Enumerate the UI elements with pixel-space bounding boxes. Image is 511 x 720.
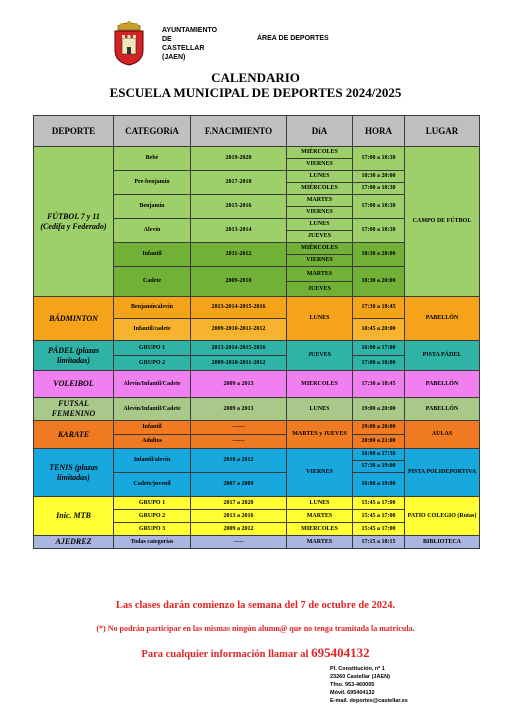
page-subtitle: ESCUELA MUNICIPAL DE DEPORTES 2024/2025 bbox=[109, 85, 402, 100]
hour-cell: 17:30 a 18:45 bbox=[353, 371, 405, 398]
birth-years-cell: 2019-2020 bbox=[191, 147, 287, 171]
place-cell: PABELLÓN bbox=[405, 398, 480, 421]
table-row bbox=[34, 421, 480, 435]
sport-karate: KARATE bbox=[34, 421, 114, 449]
table-row bbox=[34, 147, 480, 159]
category-cell: Cadete/juvenil bbox=[114, 473, 191, 497]
category-cell: GRUPO 2 bbox=[114, 510, 191, 523]
birth-years-cell: ------ bbox=[191, 435, 287, 449]
sport-mtb: Inic. MTB bbox=[34, 497, 114, 536]
category-cell: Infantil/alevín bbox=[114, 449, 191, 473]
category-cell: Alevín bbox=[114, 219, 191, 243]
birth-years-cell: 2015-2016 bbox=[191, 195, 287, 219]
header-dia: DíA bbox=[287, 116, 353, 147]
place-cell: CAMPO DE FÚTBOL bbox=[405, 147, 480, 297]
birth-years-cell: 2013 a 2016 bbox=[191, 510, 287, 523]
birth-years-cell: 2013-2014-2015-2016 bbox=[191, 297, 287, 319]
hour-cell: 16:00 a 17:30 bbox=[353, 449, 405, 461]
category-cell: Benjamín/alevín bbox=[114, 297, 191, 319]
info-phone-line bbox=[0, 645, 511, 661]
day-cell: MARTES bbox=[287, 510, 353, 523]
birth-years-cell: 2009-2010 bbox=[191, 267, 287, 297]
category-cell: GRUPO 2 bbox=[114, 356, 191, 371]
schedule-table bbox=[33, 115, 480, 549]
day-cell: VIERNES bbox=[287, 449, 353, 497]
table-row bbox=[34, 341, 480, 356]
birth-years-cell: 2009 a 2013 bbox=[191, 398, 287, 421]
hour-cell: 18:30 a 20:00 bbox=[353, 243, 405, 267]
category-cell: GRUPO 1 bbox=[114, 497, 191, 510]
day-cell: MARTES bbox=[287, 267, 353, 282]
sport-padel: PÁDEL (plazas limitadas) bbox=[34, 341, 114, 371]
info-prefix: Para cualquier información llamar al bbox=[141, 649, 312, 660]
hour-cell: 16:00 a 19:00 bbox=[353, 473, 405, 497]
category-cell: Infantil/cadete bbox=[114, 319, 191, 341]
sport-futbol: FÚTBOL 7 y 11 (Cedifa y Federado) bbox=[34, 147, 114, 297]
category-cell: Infantil bbox=[114, 243, 191, 267]
table-row bbox=[34, 449, 480, 461]
contact-phone: Tfno. 953-460005 bbox=[330, 682, 375, 688]
header-categoria: CATEGORíA bbox=[114, 116, 191, 147]
hour-cell: 17:00 a 18:30 bbox=[353, 147, 405, 171]
category-cell: Bebé bbox=[114, 147, 191, 171]
contact-mobile: Móvil. 695404132 bbox=[330, 690, 375, 696]
hour-cell: 17:30 a 19:00 bbox=[353, 461, 405, 473]
header-deporte: DEPORTE bbox=[34, 116, 114, 147]
place-cell: PABELLÓN bbox=[405, 371, 480, 398]
day-cell: LUNES bbox=[287, 171, 353, 183]
category-cell: Alevín/Infantil/Cadete bbox=[114, 398, 191, 421]
org-line: CASTELLAR bbox=[162, 45, 205, 52]
department-name: ÁREA DE DEPORTES bbox=[257, 35, 329, 42]
birth-years-cell: 2013-2014 bbox=[191, 219, 287, 243]
day-cell: JUEVES bbox=[287, 341, 353, 371]
sport-voleibol: VOLEIBOL bbox=[34, 371, 114, 398]
hour-cell: 19:00 a 20:00 bbox=[353, 398, 405, 421]
birth-years-cell: 2009 a 2012 bbox=[191, 523, 287, 536]
enrollment-note: (*) No podrán participar en las mismas ningún alumn@ que no tenga tramitada la matricula. bbox=[96, 624, 415, 633]
hour-cell: 17:00 a 18:30 bbox=[353, 195, 405, 219]
birth-years-cell: 2017 a 2020 bbox=[191, 497, 287, 510]
org-line: DE bbox=[162, 36, 172, 43]
hour-cell: 17:00 a 18:30 bbox=[353, 219, 405, 243]
day-cell: MIÉRCOLES bbox=[287, 147, 353, 159]
birth-years-cell: 2007 a 2009 bbox=[191, 473, 287, 497]
place-cell: BIBLIOTECA bbox=[405, 536, 480, 549]
header-hora: HORA bbox=[353, 116, 405, 147]
day-cell: MARTES y JUEVES bbox=[287, 421, 353, 449]
day-cell: JUEVES bbox=[287, 231, 353, 243]
header-fnacimiento: F.NACIMIENTO bbox=[191, 116, 287, 147]
category-cell: GRUPO 3 bbox=[114, 523, 191, 536]
table-row bbox=[34, 398, 480, 421]
day-cell: MIERCOLES bbox=[287, 371, 353, 398]
day-cell: JUEVES bbox=[287, 282, 353, 297]
place-cell: PISTA PÁDEL bbox=[405, 341, 480, 371]
day-cell: LUNES bbox=[287, 398, 353, 421]
org-line: AYUNTAMIENTO bbox=[162, 27, 218, 34]
contact-city: 23260 Castellar (JAEN) bbox=[330, 674, 390, 680]
place-cell: PATIO COLEGIO (Rutas) bbox=[405, 497, 480, 536]
hour-cell: 15:45 a 17:00 bbox=[353, 497, 405, 510]
table-row bbox=[34, 497, 480, 510]
org-line: (JAEN) bbox=[162, 54, 186, 61]
contact-address: Pl. Constitución, nº 1 bbox=[330, 666, 385, 672]
contact-block bbox=[330, 665, 408, 705]
hour-cell: 18:30 a 20:00 bbox=[353, 267, 405, 297]
hour-cell: 17:15 a 18:15 bbox=[353, 536, 405, 549]
day-cell: LUNES bbox=[287, 297, 353, 341]
hour-cell: 15:45 a 17:00 bbox=[353, 510, 405, 523]
start-date-notice: Las clases darán comienzo la semana del 7 de octubre de 2024. bbox=[115, 600, 396, 611]
day-cell: VIERNES bbox=[287, 207, 353, 219]
category-cell: Todas categorías bbox=[114, 536, 191, 549]
hour-cell: 17:00 a 18:00 bbox=[353, 356, 405, 371]
day-cell: LUNES bbox=[287, 219, 353, 231]
hour-cell: 20:00 a 21:00 bbox=[353, 435, 405, 449]
table-header-row bbox=[34, 116, 480, 147]
category-cell: Benjamín bbox=[114, 195, 191, 219]
day-cell: MARTES bbox=[287, 195, 353, 207]
sport-futsal: FUTSAL FEMENINO bbox=[34, 398, 114, 421]
contact-email: E-mail. deportes@castellar.es bbox=[330, 698, 408, 704]
sport-ajedrez: AJEDREZ bbox=[34, 536, 114, 549]
hour-cell: 17:00 a 18:30 bbox=[353, 183, 405, 195]
hour-cell: 18:45 a 20:00 bbox=[353, 319, 405, 341]
table-row bbox=[34, 371, 480, 398]
birth-years-cell: ------ bbox=[191, 421, 287, 435]
category-cell: Infantil bbox=[114, 421, 191, 435]
category-cell: Adultos bbox=[114, 435, 191, 449]
day-cell: MIERCOLES bbox=[287, 523, 353, 536]
day-cell: VIERNES bbox=[287, 159, 353, 171]
day-cell: VIERNES bbox=[287, 255, 353, 267]
place-cell: AULAS bbox=[405, 421, 480, 449]
category-cell: Alevín/Infantil/Cadete bbox=[114, 371, 191, 398]
hour-cell: 18:30 a 20:00 bbox=[353, 171, 405, 183]
hour-cell: 17:30 a 18:45 bbox=[353, 297, 405, 319]
day-cell: LUNES bbox=[287, 497, 353, 510]
category-cell: Pre-benjamín bbox=[114, 171, 191, 195]
coat-of-arms-logo bbox=[112, 20, 146, 66]
birth-years-cell: 2010 a 2012 bbox=[191, 449, 287, 473]
birth-years-cell: 2009 a 2013 bbox=[191, 371, 287, 398]
category-cell: Cadete bbox=[114, 267, 191, 297]
table-row bbox=[34, 536, 480, 549]
place-cell: PISTA POLIDEPORTIVA bbox=[405, 449, 480, 497]
birth-years-cell: 2011-2012 bbox=[191, 243, 287, 267]
day-cell: MARTES bbox=[287, 536, 353, 549]
day-cell: MIÉRCOLES bbox=[287, 183, 353, 195]
birth-years-cell: ----- bbox=[191, 536, 287, 549]
birth-years-cell: 2009-2010-2011-2012 bbox=[191, 356, 287, 371]
day-cell: MIÉRCOLES bbox=[287, 243, 353, 255]
birth-years-cell: 2009-2010-2011-2012 bbox=[191, 319, 287, 341]
header-lugar: LUGAR bbox=[405, 116, 480, 147]
birth-years-cell: 2017-2018 bbox=[191, 171, 287, 195]
birth-years-cell: 2013-2014-2015-2016 bbox=[191, 341, 287, 356]
page-title: CALENDARIO bbox=[211, 70, 300, 85]
place-cell: PABELLÓN bbox=[405, 297, 480, 341]
sport-tenis: TENIS (plazas limitadas) bbox=[34, 449, 114, 497]
hour-cell: 19:00 a 20:00 bbox=[353, 421, 405, 435]
sport-badminton: BÁDMINTON bbox=[34, 297, 114, 341]
hour-cell: 16:00 a 17:00 bbox=[353, 341, 405, 356]
info-phone: 695404132 bbox=[311, 645, 370, 660]
municipality-name bbox=[162, 26, 217, 62]
category-cell: GRUPO 1 bbox=[114, 341, 191, 356]
hour-cell: 15:45 a 17:00 bbox=[353, 523, 405, 536]
table-row bbox=[34, 297, 480, 319]
